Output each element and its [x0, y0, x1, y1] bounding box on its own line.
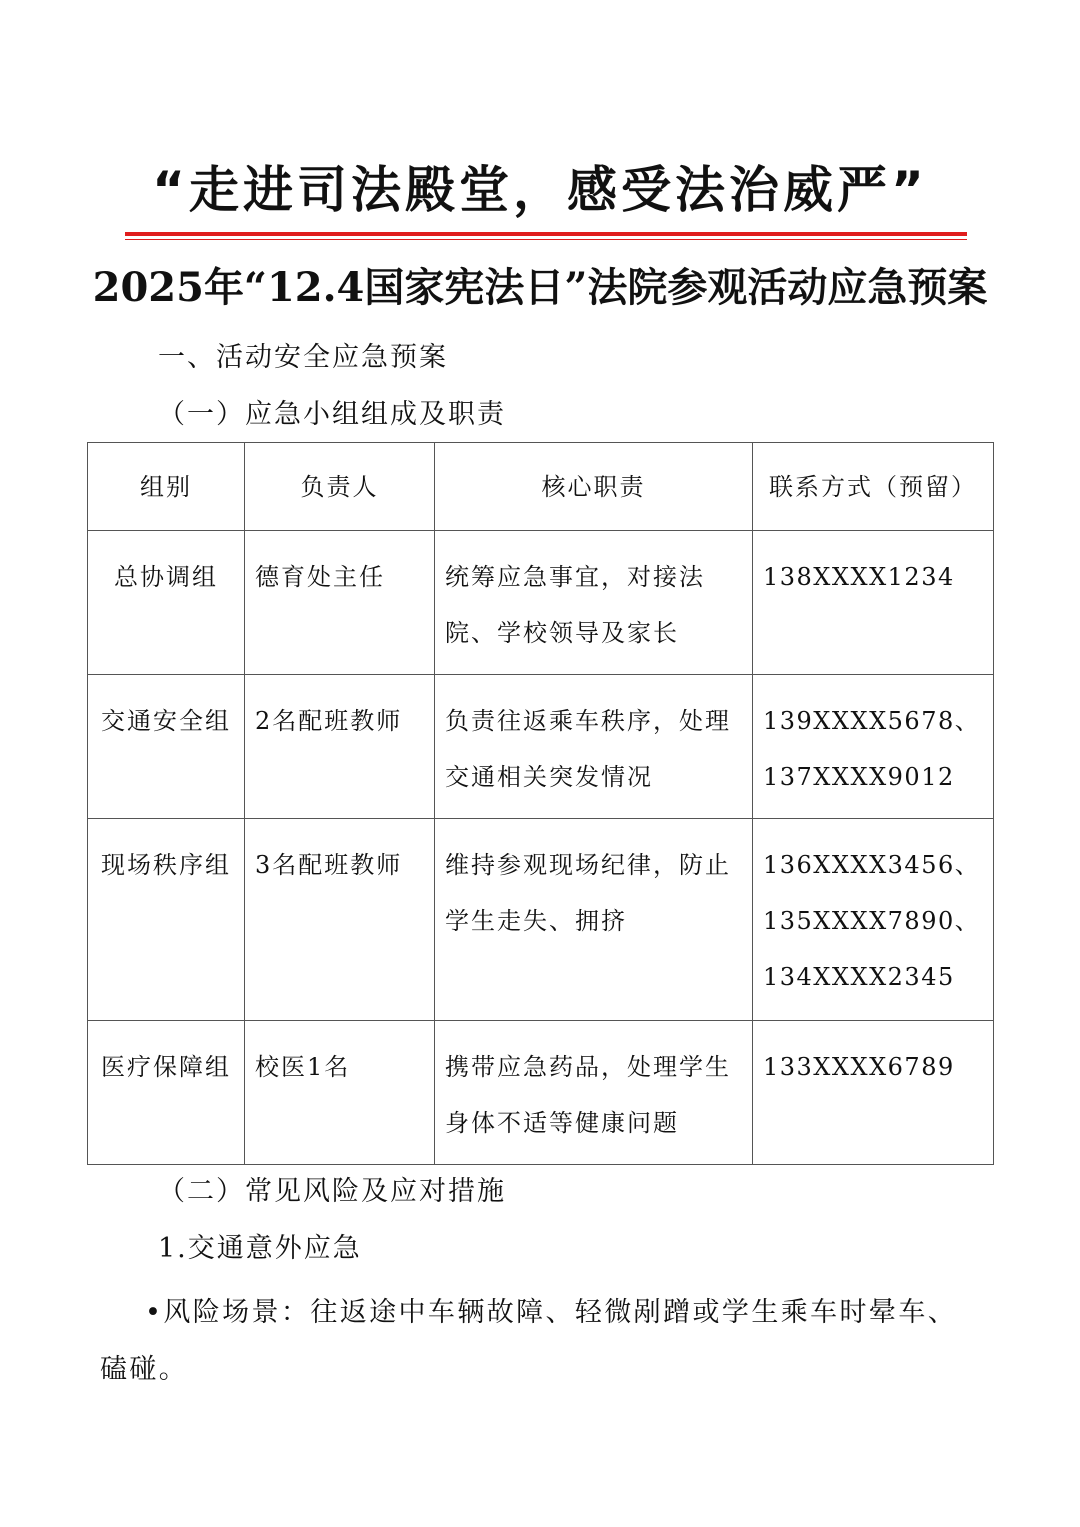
cell-duty: 负责往返乘车秩序，处理交通相关突发情况 — [435, 675, 753, 819]
table-row — [88, 819, 994, 1021]
header-duty: 核心职责 — [435, 443, 753, 531]
phone-number: 136XXXX3456、 — [763, 851, 981, 879]
item-heading-1: 1.交通意外应急 — [158, 1233, 362, 1264]
cell-leader: 德育处主任 — [245, 531, 435, 675]
table-row — [88, 1021, 994, 1165]
cell-contact — [753, 1021, 994, 1165]
phone-number: 138XXXX1234 — [763, 563, 955, 591]
cell-contact — [753, 531, 994, 675]
phone-number: 139XXXX5678、 — [763, 707, 981, 735]
cell-group: 总协调组 — [88, 531, 245, 675]
section-heading-1: 一、活动安全应急预案 — [158, 342, 448, 373]
cell-duty: 维持参观现场纪律，防止学生走失、拥挤 — [435, 819, 753, 1021]
table-header-row — [88, 443, 994, 531]
cell-contact — [753, 675, 994, 819]
cell-leader: 3名配班教师 — [245, 819, 435, 1021]
table-row — [88, 531, 994, 675]
phone-number: 135XXXX7890、 — [763, 907, 981, 935]
cell-leader: 2名配班教师 — [245, 675, 435, 819]
phone-number: 137XXXX9012 — [763, 763, 955, 791]
cell-duty: 携带应急药品，处理学生身体不适等健康问题 — [435, 1021, 753, 1165]
red-divider-thick — [125, 232, 967, 236]
document-title: 2025年“12.4国家宪法日”法院参观活动应急预案 — [92, 264, 988, 311]
cell-leader: 校医1名 — [245, 1021, 435, 1165]
risk-scenario-paragraph: •风险场景：往返途中车辆故障、轻微剐蹭或学生乘车时晕车、磕碰。 — [100, 1297, 958, 1385]
header-leader: 负责人 — [245, 443, 435, 531]
banner-title: “走进司法殿堂，感受法治威严” — [152, 161, 928, 219]
cell-duty: 统筹应急事宜，对接法院、学校领导及家长 — [435, 531, 753, 675]
red-divider-thin — [125, 239, 967, 240]
cell-group: 交通安全组 — [88, 675, 245, 819]
table-row — [88, 675, 994, 819]
header-contact: 联系方式（预留） — [753, 443, 994, 531]
emergency-team-table — [87, 442, 994, 1165]
header-group: 组别 — [88, 443, 245, 531]
cell-group: 现场秩序组 — [88, 819, 245, 1021]
phone-number: 133XXXX6789 — [763, 1053, 955, 1081]
subsection-heading-2: （二）常见风险及应对措施 — [158, 1176, 506, 1207]
cell-group: 医疗保障组 — [88, 1021, 245, 1165]
cell-contact — [753, 819, 994, 1021]
subsection-heading-1: （一）应急小组组成及职责 — [158, 399, 506, 430]
phone-number: 134XXXX2345 — [763, 963, 955, 991]
